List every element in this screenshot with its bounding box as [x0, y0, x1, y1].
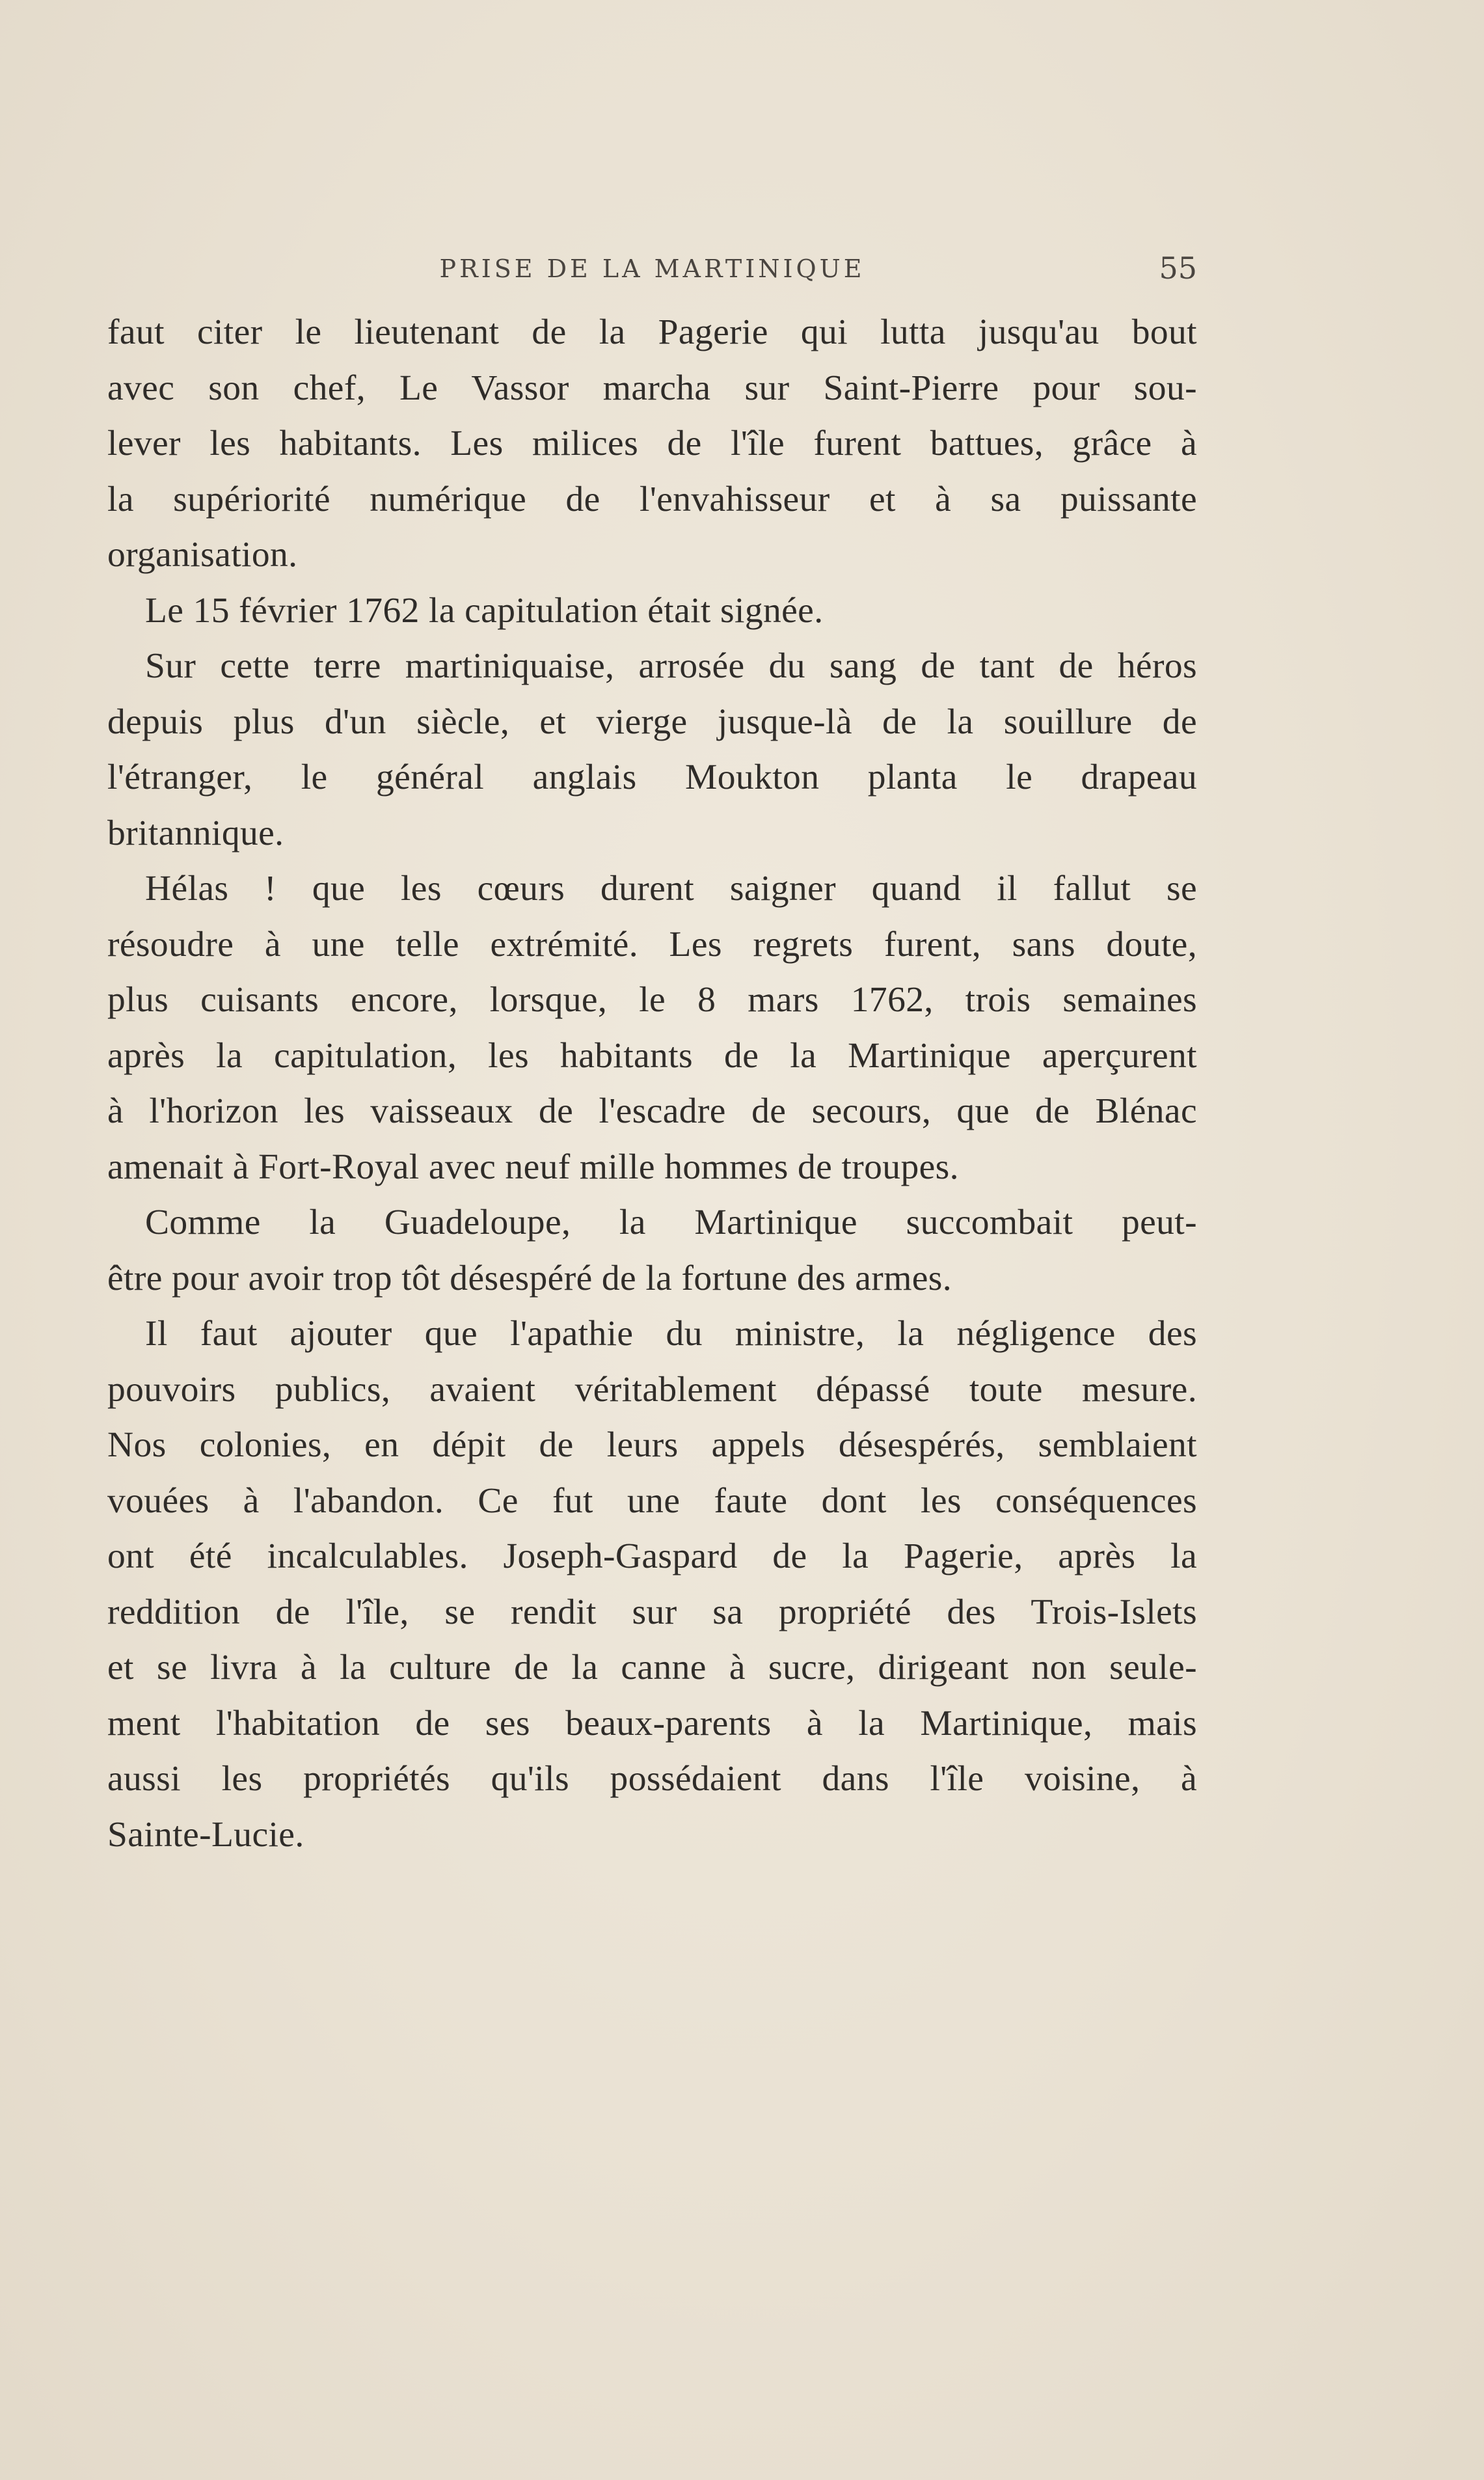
text-line: Sur cette terre martiniquaise, arrosée du sang de tant de héros [145, 646, 1197, 686]
text-line: résoudre à une telle extrémité. Les regrets furent, sans doute, [107, 924, 1197, 964]
paragraph [107, 583, 1197, 639]
paragraph [107, 1306, 1197, 1862]
text-line: organisation. [107, 535, 298, 575]
text-line: amenait à Fort-Royal avec neuf mille hommes de troupes. [107, 1147, 959, 1187]
text-line: et se livra à la culture de la canne à sucre, dirigeant non seule- [107, 1648, 1197, 1687]
page-number: 55 [1159, 251, 1197, 286]
text-line: Le 15 février 1762 la capitulation était signée. [145, 590, 824, 631]
text-line: faut citer le lieutenant de la Pagerie qui lutta jusqu'au bout [107, 312, 1197, 352]
text-line: à l'horizon les vaisseaux de l'escadre de secours, que de Blénac [107, 1091, 1197, 1131]
paragraph [107, 638, 1197, 861]
text-line: vouées à l'abandon. Ce fut une faute dont les conséquences [107, 1480, 1197, 1521]
text-line: reddition de l'île, se rendit sur sa propriété des Trois-Islets [107, 1592, 1197, 1632]
paragraph [107, 1195, 1197, 1306]
text-line: lever les habitants. Les milices de l'île furent battues, grâce à [107, 424, 1197, 463]
text-line: pouvoirs publics, avaient véritablement dépassé toute mesure. [107, 1369, 1197, 1410]
text-line: Sainte-Lucie. [107, 1814, 304, 1855]
text-line: être pour avoir trop tôt désespéré de la fortune des armes. [107, 1258, 952, 1298]
text-line: plus cuisants encore, lorsque, le 8 mars 1762, trois semaines [107, 980, 1197, 1020]
paragraph [107, 861, 1197, 1195]
body-text [107, 305, 1197, 1862]
text-line: Nos colonies, en dépit de leurs appels désespérés, semblaient [107, 1425, 1197, 1465]
text-line: Il faut ajouter que l'apathie du ministre, la négligence des [145, 1314, 1197, 1354]
text-line: après la capitulation, les habitants de la Martinique aperçurent [107, 1035, 1197, 1076]
running-head [107, 251, 1197, 290]
running-title: PRISE DE LA MARTINIQUE [439, 254, 865, 283]
text-line: depuis plus d'un siècle, et vierge jusque-là de la souillure de [107, 702, 1197, 742]
text-line: ont été incalculables. Joseph-Gaspard de la Pagerie, après la [107, 1536, 1197, 1576]
text-line: britannique. [107, 813, 284, 853]
text-line: Comme la Guadeloupe, la Martinique succombait peut- [145, 1203, 1197, 1242]
text-line: aussi les propriétés qu'ils possédaient dans l'île voisine, à [107, 1759, 1197, 1799]
paragraph [107, 305, 1197, 583]
text-line: avec son chef, Le Vassor marcha sur Saint-Pierre pour sou- [107, 368, 1197, 408]
text-line: ment l'habitation de ses beaux-parents à la Martinique, mais [107, 1703, 1197, 1743]
text-line: la supériorité numérique de l'envahisseur et à sa puissante [107, 479, 1197, 519]
text-line: Hélas ! que les cœurs durent saigner quand il fallut se [145, 869, 1197, 908]
text-line: l'étranger, le général anglais Moukton planta le drapeau [107, 757, 1197, 797]
